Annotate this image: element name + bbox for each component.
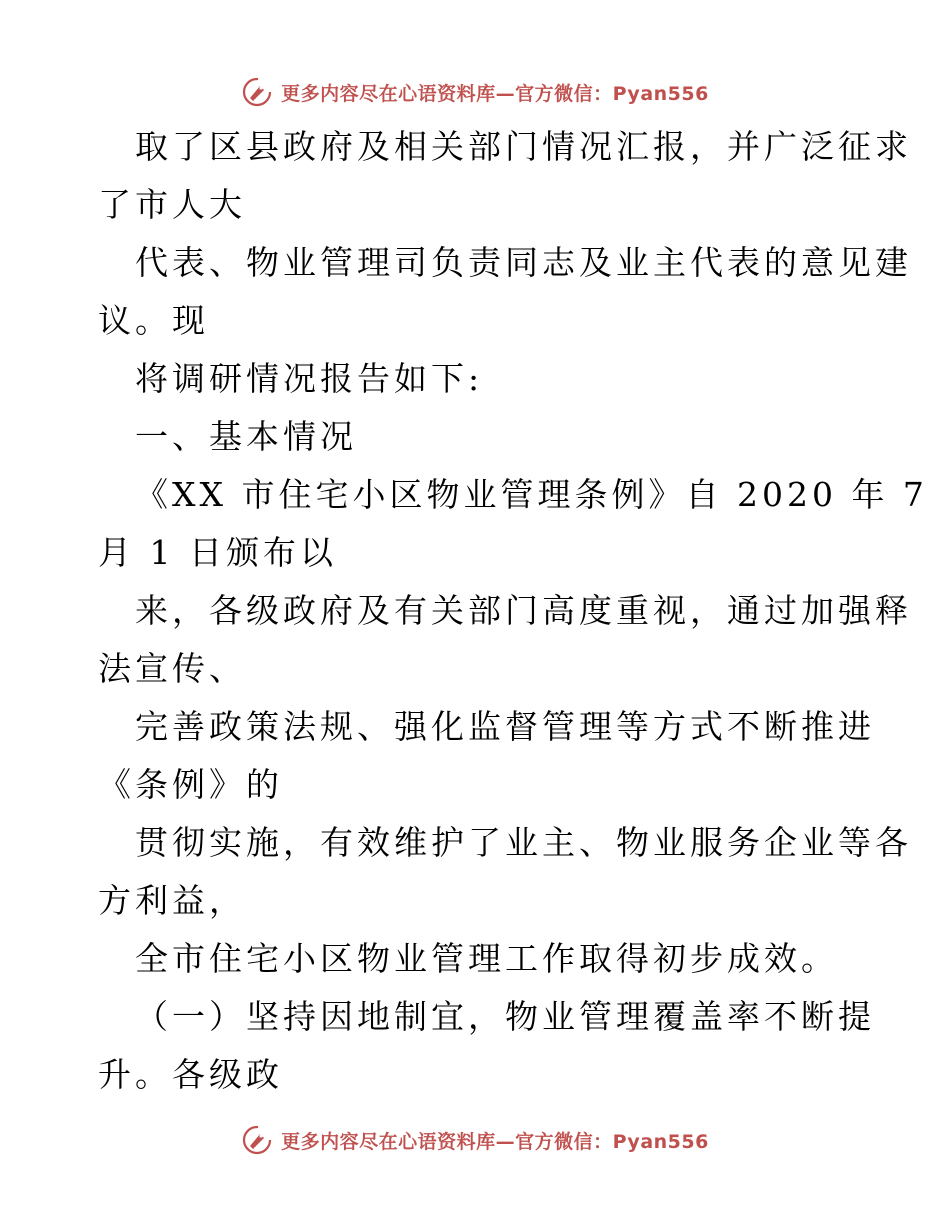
pen-nib-logo-icon — [241, 76, 273, 108]
text-line: 《条例》的 — [98, 765, 283, 804]
text-line: 将调研情况报告如下: — [135, 359, 484, 398]
text-line: 完善政策法规、强化监督管理等方式不断推进 — [135, 707, 875, 746]
text-line: 了市人大 — [98, 185, 246, 224]
watermark-text: 更多内容尽在心语资料库—官方微信：Pyan556 — [281, 82, 709, 105]
text-line: 方利益， — [98, 881, 246, 920]
header-watermark — [0, 72, 950, 112]
document-body — [98, 118, 928, 1104]
watermark-text: 更多内容尽在心语资料库—官方微信：Pyan556 — [281, 1130, 709, 1153]
pen-nib-logo-icon — [241, 1124, 273, 1156]
text-line: 代表、物业管理司负责同志及业主代表的意见建 — [135, 243, 912, 282]
text-line: 升。各级政 — [98, 1055, 283, 1094]
text-line: 来，各级政府及有关部门高度重视，通过加强释 — [135, 591, 912, 630]
text-line: 全市住宅小区物业管理工作取得初步成效。 — [135, 939, 838, 978]
text-line: 《XX 市住宅小区物业管理条例》自 2020 年 7 — [135, 475, 928, 514]
text-line: 月 1 日颁布以 — [98, 533, 337, 572]
section-heading: 一、基本情况 — [135, 417, 357, 456]
text-line: 取了区县政府及相关部门情况汇报，并广泛征求 — [135, 127, 912, 166]
subsection-heading: （一）坚持因地制宜，物业管理覆盖率不断提 — [135, 997, 875, 1036]
text-line: 贯彻实施，有效维护了业主、物业服务企业等各 — [135, 823, 912, 862]
footer-watermark — [0, 1120, 950, 1160]
text-line: 法宣传、 — [98, 649, 246, 688]
text-line: 议。现 — [98, 301, 209, 340]
